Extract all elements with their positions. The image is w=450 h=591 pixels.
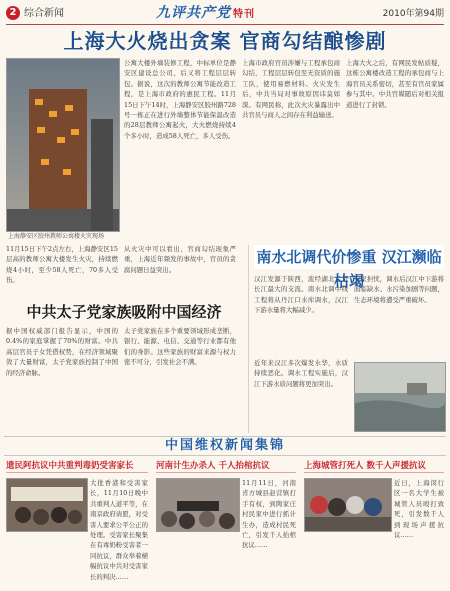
article-photo-3-image: [305, 479, 391, 531]
river-photo: [354, 362, 446, 432]
page-number: 2: [6, 6, 20, 20]
princeling-text-2: 太子党家族在多个重要领域形成垄断，银行、能源、电信、交通等行业都有他们的身影。这些家族的财富来源与权力密不可分，引发社会不满。: [124, 327, 236, 367]
article-rule-1: [6, 472, 148, 473]
article-body-1: 大批香港和受害家长，11月10日晚中共重判人道平等，在南京政府请愿，对受害人要求公平公正的处理。受害家长聚集在有毒奶粉受害者一同抗议，群众举着横幅抗议中共对受害家长的判决……: [90, 479, 148, 581]
hanjiang-text-3: 近年来汉江多次爆发水华，水质持续恶化。调水工程实施后，汉江下游水质问题将更加突出。: [254, 359, 348, 388]
section-name: 综合新闻: [24, 8, 64, 19]
article-title-2: 河南计生办杀人 千人抬棺抗议: [156, 461, 270, 471]
band-title: 中国维权新闻集锦: [164, 438, 285, 453]
masthead-title: 九评共产党: [156, 5, 231, 21]
second-column-text: 从火灾中可以看出，官商勾结现象严重，上海近年频发的事故中，官员的贪腐问题日益突出。: [124, 245, 236, 274]
fire-photo: [6, 58, 120, 232]
column-divider: [248, 245, 249, 433]
news-roundup-band: [4, 436, 446, 456]
page-header: [6, 4, 444, 25]
article-photo-1-image: [7, 479, 87, 531]
article-photo-3: [304, 478, 392, 532]
river-photo-image: [355, 363, 445, 431]
article-photo-2: [156, 478, 240, 532]
article-rule-2: [156, 472, 296, 473]
hanjiang-text-1: 汉江发源于陕西，流经湖北，是长江最大的支流。南水北调中线工程将从丹江口水库调水，汉江下游水量将大幅减少。: [254, 275, 348, 315]
article-title-1: 遗民阿抗议中共重判毒奶受害家长: [6, 461, 134, 471]
hanjiang-text-2: 专家担忧，调水后汉江中下游将面临缺水、水污染加剧等问题，生态环境将遭受严重破坏。: [354, 275, 444, 304]
right-article-text: 上海市政府官员涉嫌与工程承包商勾结，工程层层转包至无资质的施工队，使用易燃材料。火灾发生后，中共当局对事故原因讳莫如深。有网民称，此次火灾暴露出中共官员与商人之间存在利益输送。: [242, 59, 340, 120]
masthead-suffix: 特刊: [233, 9, 255, 20]
far-right-article-text: 上海大火之后，有网民发帖质疑，这栋公寓楼改造工程的承包商与上海官员关系密切，甚至有官员家属参与其中。中共官媒随后对相关报道进行了封锁。: [346, 59, 444, 109]
article-photo-2-image: [157, 479, 239, 531]
photo-caption: 上海静安区胶州教师公寓楼火灾现场: [8, 233, 105, 240]
article-body-3: 近日，上海闵行区一名大学生被城管人员殴打致死，引发数千人到现场声援抗议……: [394, 479, 444, 540]
article-body-2: 11月11日，河南省方城县赵营镇打手有权，到陶家庄村民家中进行抓计生办，造成村民死亡，引发千人抬棺抗议……: [242, 479, 296, 550]
issue-number: 2010年第94期: [382, 9, 444, 19]
masthead: [156, 4, 255, 24]
subhead-princeling: 中共太子党家族吸附中国经济: [26, 303, 222, 321]
article-title-3: 上海城管打死人 数千人声援抗议: [304, 461, 426, 471]
main-headline: 上海大火烧出贪案 官商勾结酿惨剧: [63, 29, 387, 53]
subhead-hanjiang: 南水北调代价惨重 汉江濒临枯竭: [254, 245, 444, 269]
middle-column-text: 公寓大楼外墙装修工程，中标单位是静安区建设总公司，后又将工程层层转包。据说，这次的教师公寓节能改造工程，是上海市政府的惠民工程。11月15日下午14时，上海静安区胶州路728号一栋正在进行外墙整体节能保温改造的28层教师公寓起火，大火燃烧持续4个多小时，造成58人死亡，多人受伤。: [124, 59, 236, 140]
article-photo-1: [6, 478, 88, 532]
fire-photo-image: [7, 59, 119, 231]
left-column-text: 11月15日下午2点左右，上海静安区15层高的教师公寓大楼发生火灾，持续燃烧4小时，至少58人死亡，70多人受伤。: [6, 245, 118, 285]
article-rule-3: [304, 472, 444, 473]
princeling-text-1: 据中国权威部门报告显示，中国的0.4%的家庭掌握了70%的财富。中共高层官员子女凭借权势，在经济领域聚敛了大量财富，太子党家族控制了中国的经济命脉。: [6, 327, 118, 377]
